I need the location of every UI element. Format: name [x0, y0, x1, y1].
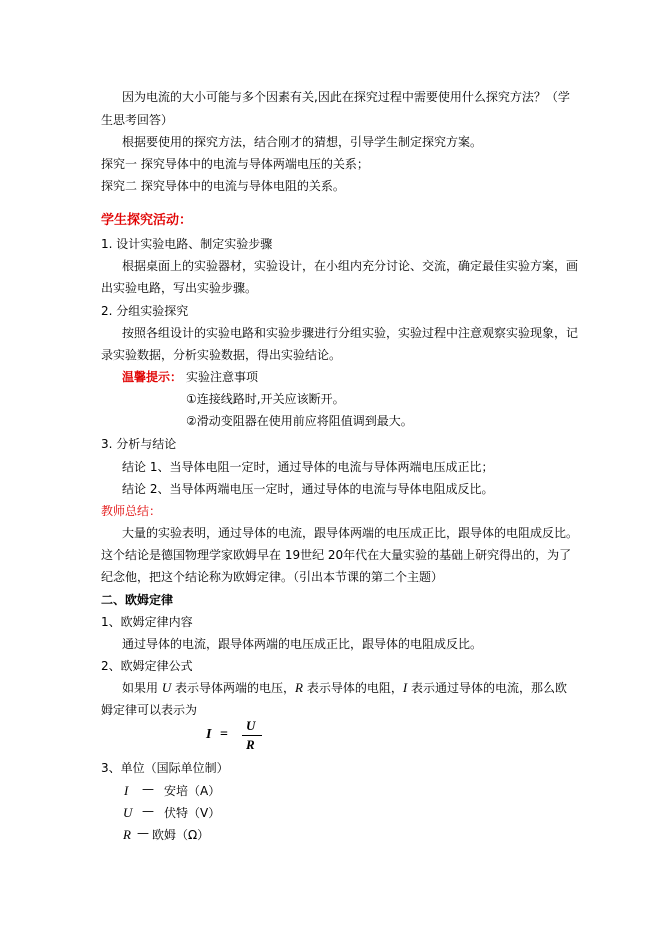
formula-lhs: I [206, 727, 212, 742]
inquiry-two: 探究二 探究导体中的电流与导体电阻的关系。 [101, 179, 345, 193]
formula-denominator: R [246, 737, 255, 752]
intro-guide: 根据要使用的探究方法，结合刚才的猜想，引导学生制定探究方案。 [122, 135, 483, 149]
tip-item-1: ①连接线路时,开关应该断开。 [186, 392, 345, 406]
unit-dash: — [142, 804, 154, 818]
unit-dash: — [142, 782, 154, 796]
step2-title: 2. 分组实验探究 [101, 304, 189, 318]
step1-title: 1. 设计实验电路、制定实验步骤 [101, 237, 273, 251]
tip-title: 实验注意事项 [186, 370, 259, 384]
intro-text-b: 表示导体两端的电压， [171, 681, 296, 695]
step1-line1: 根据桌面上的实验器材，实验设计，在小组内充分讨论、交流，确定最佳实验方案，画 [122, 259, 579, 273]
intro-text-d: 表示通过导体的电流，那么欧 [407, 681, 567, 695]
ohm-formula-intro-line2: 姆定律可以表示为 [101, 703, 198, 717]
intro-text-c: 表示导体的电阻， [303, 681, 403, 695]
ohm-formula-title: 2、欧姆定律公式 [101, 659, 193, 673]
step3-title: 3. 分析与结论 [101, 437, 177, 451]
symbol-i: I [402, 680, 408, 695]
teacher-line2: 这个结论是德国物理学家欧姆早在 19世纪 20年代在大量实验的基础上研究得出的，为了 [101, 548, 572, 562]
inquiry-one: 探究一 探究导体中的电流与导体两端电压的关系； [101, 157, 369, 171]
formula-equals: = [220, 727, 228, 742]
unit-dash: — [137, 826, 149, 840]
conclusion-2: 结论 2、当导体两端电压一定时，通过导体的电流与导体电阻成反比。 [122, 482, 494, 496]
unit-name: 伏特（V） [164, 806, 221, 820]
teacher-line1: 大量的实验表明，通过导体的电流，跟导体两端的电压成正比，跟导体的电阻成反比。 [122, 526, 579, 540]
ohm-content-title: 1、欧姆定律内容 [101, 615, 193, 629]
step1-line2: 出实验电路，写出实验步骤。 [101, 281, 258, 295]
fraction-bar [242, 735, 262, 736]
symbol-u: U [161, 680, 172, 695]
conclusion-1: 结论 1、当导体电阻一定时，通过导体的电流与导体两端电压成正比； [122, 460, 494, 474]
activity-heading: 学生探究活动： [101, 213, 193, 228]
ohm-heading: 二、欧姆定律 [101, 593, 174, 607]
tip-item-2: ②滑动变阻器在使用前应将阻值调到最大。 [186, 414, 413, 428]
unit-name: 欧姆（Ω） [152, 828, 210, 842]
ohm-formula [206, 718, 266, 754]
step2-line2: 录实验数据，分析实验数据，得出实验结论。 [101, 348, 342, 362]
intro-text-a: 如果用 [122, 681, 162, 695]
ohm-formula-intro [122, 680, 567, 696]
unit-symbol: R [123, 827, 131, 842]
unit-symbol: I [124, 783, 129, 798]
teacher-heading: 教师总结： [101, 504, 162, 518]
unit-name: 安培（A） [164, 784, 221, 798]
step2-line1: 按照各组设计的实验电路和实验步骤进行分组实验，实验过程中注意观察实验现象，记 [122, 326, 579, 340]
unit-symbol: U [123, 805, 133, 820]
teacher-line3: 纪念他，把这个结论称为欧姆定律。（引出本节课的第二个主题） [101, 570, 444, 584]
tip-label: 温馨提示： [122, 370, 183, 384]
ohm-content-text: 通过导体的电流，跟导体两端的电压成正比，跟导体的电阻成反比。 [122, 637, 483, 651]
formula-numerator: U [246, 718, 256, 733]
intro-question-line1: 因为电流的大小可能与多个因素有关,因此在探究过程中需要使用什么探究方法？（学 [122, 90, 570, 104]
symbol-r: R [295, 680, 303, 695]
intro-question-line2: 生思考回答） [101, 113, 174, 127]
units-title: 3、单位（国际单位制） [101, 761, 229, 775]
